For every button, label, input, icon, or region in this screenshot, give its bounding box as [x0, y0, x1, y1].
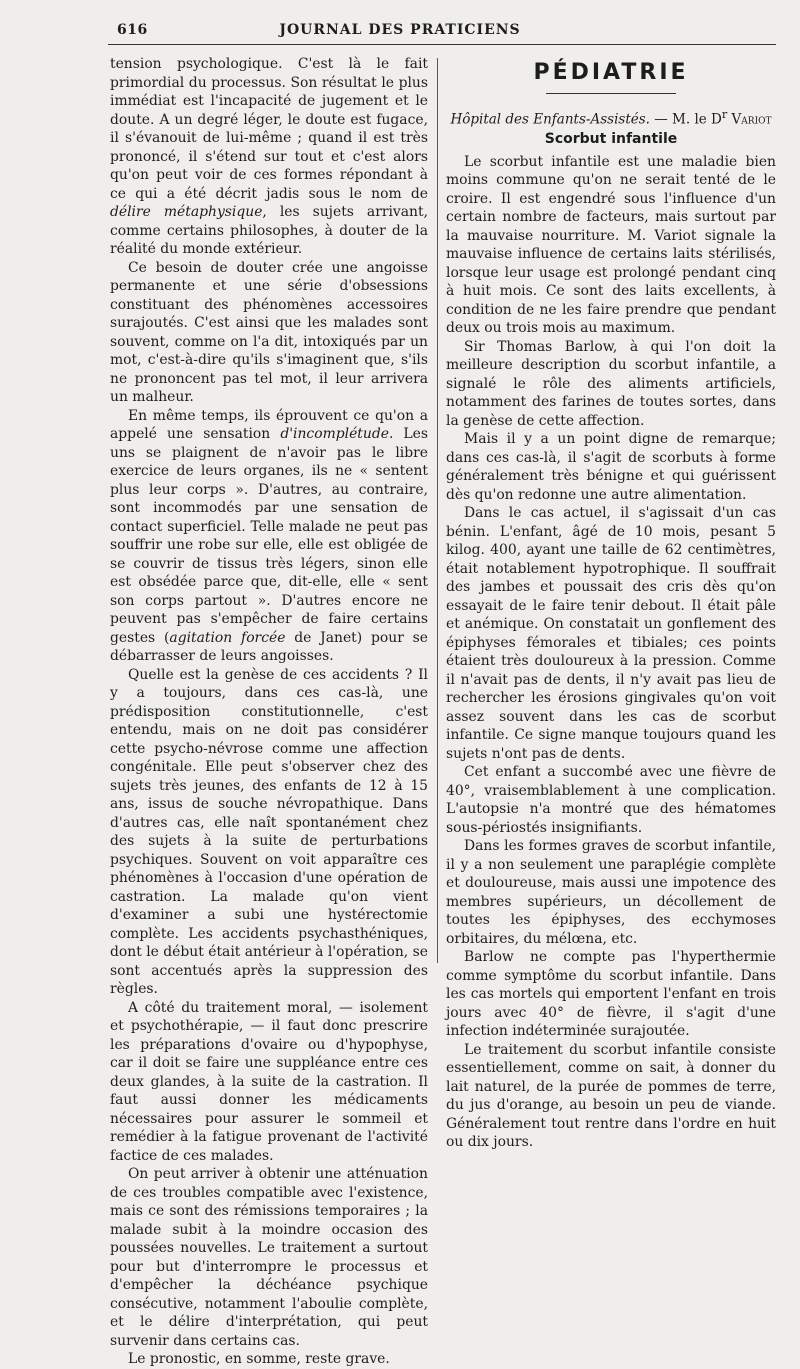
paragraph-text: tension psychologique. C'est là le fait primordial du processus. Son résultat le plus immédiat est l'incapacité de jugement et le doute. A un degré léger, le doute est fugace, il s'évanouit de lui-même ; quand il est très prononcé, il s'étend sur tout et c'est alors qu'on peut voir de ces formes répondant à ce qui a été décrit jadis sous le nom de — [110, 56, 428, 202]
column-divider — [437, 58, 438, 963]
paragraph — [446, 948, 776, 1041]
paragraph — [446, 504, 776, 763]
author-prefix: — M. le D — [649, 111, 722, 128]
paragraph-text: , les sujets arrivant, comme certains philosophes, à douter de la réalité du monde extérieur. — [110, 204, 428, 257]
paragraph-text: Barlow ne compte pas l'hyperthermie comme symptôme du scorbut infantile. Dans les cas mortels qui emportent l'enfant en trois jours avec 40° de fièvre, il s'agit d'une infection indéterminée surajoutée. — [446, 949, 776, 1039]
paragraph — [110, 666, 428, 999]
left-column — [110, 55, 428, 1369]
paragraph-text: Cet enfant a succombé avec une fièvre de 40°, vraisemblablement à une complication. L'autopsie n'a montré que des hématomes sous-périostés insignifiants. — [446, 764, 776, 836]
paragraph-text: Mais il y a un point digne de remarque; dans ces cas-là, il s'agit de scorbuts à forme généralement très bénigne et qui guérissent dès qu'on redonne une autre alimentation. — [446, 431, 776, 503]
paragraph — [446, 153, 776, 338]
paragraph — [110, 1350, 428, 1369]
journal-title: JOURNAL DES PRATICIENS — [279, 22, 521, 38]
paragraph — [110, 999, 428, 1166]
section-title: PÉDIATRIE — [533, 60, 689, 85]
paragraph-text: Dans les formes graves de scorbut infantile, il y a non seulement une paraplégie complète et douloureuse, mais aussi une impotence des membres supérieurs, un décollement de toutes les épiphyses, des ecchymoses orbitaires, du mélœna, etc. — [446, 838, 776, 947]
header-rule — [108, 44, 776, 45]
page-number: 616 — [117, 22, 148, 38]
paragraph — [110, 1165, 428, 1350]
paragraph-text: Le pronostic, en somme, reste grave. — [128, 1351, 390, 1367]
paragraph-text: En même temps, ils éprouvent ce qu'on a appelé une sensation — [110, 407, 428, 442]
article-byline — [446, 106, 776, 129]
paragraph-text: Le scorbut infantile est une maladie bien moins commune qu'on ne serait tenté de le croire. Il est engendré sous l'influence d'un certain nombre de facteurs, mais surtout par la mauvaise nourriture. M. Variot signale la mauvaise influence de certains laits stérilisés, lorsque leur usage est prolongé pendant cinq à huit mois. Ce sont des laits excellents, à condition de ne les faire prendre que pendant deux ou trois mois au maximum. — [446, 153, 776, 336]
author-title-sup: r — [721, 108, 728, 121]
paragraph — [446, 1041, 776, 1152]
paragraph-text: Quelle est la genèse de ces accidents ? Il y a toujours, dans ces cas-là, une prédisposition constitutionnelle, c'est entendu, mais on ne doit pas considérer cette psycho-névrose comme une affection congénitale. Elle peut s'observer chez des sujets très jeunes, des enfants de 12 à 15 ans, issus de souche névropathique. Dans d'autres cas, elle naît spontanément chez des sujets à la suite de perturbations psychiques. Souvent on voit apparaître ces phénomènes à l'occasion d'une opération de castration. La malade qu'on vient d'examiner a subi une hystérectomie complète. Les accidents psychasthéniques, dont le début était antérieur à l'opération, se sont accentués après la suppression des règles. — [110, 666, 428, 997]
italic-text: délire métaphysique — [110, 204, 263, 220]
paragraph — [446, 763, 776, 837]
italic-text: agitation forcée — [169, 629, 286, 646]
right-column — [446, 55, 776, 1152]
paragraph-text: Sir Thomas Barlow, à qui l'on doit la meilleure description du scorbut infantile, a signalé le rôle des aliments artificiels, notamment des farines de toutes sortes, dans la genèse de cette affection. — [446, 338, 776, 429]
paragraph-text: . Les uns se plaignent de n'avoir pas le libre exercice de leurs organes, ils ne « sentent plus leur corps ». D'autres, au contraire, sont incommodés par une sensation de contact superficiel. Telle malade ne peut pas souffrir une robe sur elle, elle est obligée de se couvrir de tissus très légers, sinon elle est obsédée parce que, dit-elle, elle « sent son corps partout ». D'autres encore ne peuvent pas s'empêcher de faire certains gestes ( — [110, 426, 428, 646]
paragraph-text: Le traitement du scorbut infantile consiste essentiellement, comme on sait, à donner du lait naturel, de la purée de pommes de terre, du jus d'orange, au besoin un peu de viande. Généralement tout rentre dans l'ordre en huit ou dix jours. — [446, 1041, 776, 1150]
paragraph-text: A côté du traitement moral, — isolement et psychothérapie, — il faut donc prescrire les préparations d'ovaire ou d'hypophyse, car il doit se faire une suppléance entre ces deux glandes, à la suite de la castration. Il faut aussi donner les médicaments nécessaires pour assurer le sommeil et remédier à la fatigue provenant de l'activité factice de ces malades. — [110, 999, 428, 1164]
paragraph-text: Ce besoin de douter crée une angoisse permanente et une série d'obsessions constituant des phénomènes accessoires surajoutés. C'est ainsi que les malades sont souvent, comme on l'a dit, intoxiqués par un mot, c'est-à-dire qu'ils s'imaginent que, s'ils ne prononcent pas tel mot, il leur arrivera un malheur. — [110, 259, 428, 405]
paragraph — [446, 837, 776, 948]
paragraph — [110, 407, 428, 666]
paragraph — [446, 338, 776, 431]
page-header — [0, 0, 800, 46]
italic-text: d'incomplétude — [280, 426, 389, 442]
article-title: Scorbut infantile — [544, 130, 678, 147]
article-body — [446, 153, 776, 1152]
paragraph — [110, 259, 428, 407]
paragraph-text: de Janet) pour se débarrasser de leurs angoisses. — [110, 629, 429, 664]
section-title-rule — [546, 93, 676, 94]
paragraph — [446, 430, 776, 504]
paragraph — [110, 55, 428, 259]
paragraph-text: On peut arriver à obtenir une atténuation de ces troubles compatible avec l'existence, mais ce sont des rémissions temporaires ; la malade subit à la moindre occasion des poussées nouvelles. Le traitement a surtout pour but d'interrompre le processus et d'empêcher la déchéance psychique consécutive, notamment l'aboulie complète, et le délire d'interprétation, qui peut survenir dans certains cas. — [110, 1166, 428, 1349]
hospital-name: Hôpital des Enfants-Assistés. — [450, 111, 650, 128]
author-name: Variot — [727, 111, 772, 128]
paragraph-text: Dans le cas actuel, il s'agissait d'un cas bénin. L'enfant, âgé de 10 mois, pesant 5 kilog. 400, ayant une taille de 62 centimètres, était notablement hypotrophique. Il souffrait des jambes et poussait des cris dès qu'on essayait de le faire tenir debout. Il était pâle et anémique. On constatait un gonflement des épiphyses fémorales et tibiales; ces points étaient très douloureux à la pression. Comme il n'avait pas de dents, il n'y avait pas lieu de rechercher les érosions gingivales qu'on voit assez souvent dans les cas de scorbut infantile. Ce signe manque toujours quand les sujets n'ont pas de dents. — [446, 505, 776, 762]
